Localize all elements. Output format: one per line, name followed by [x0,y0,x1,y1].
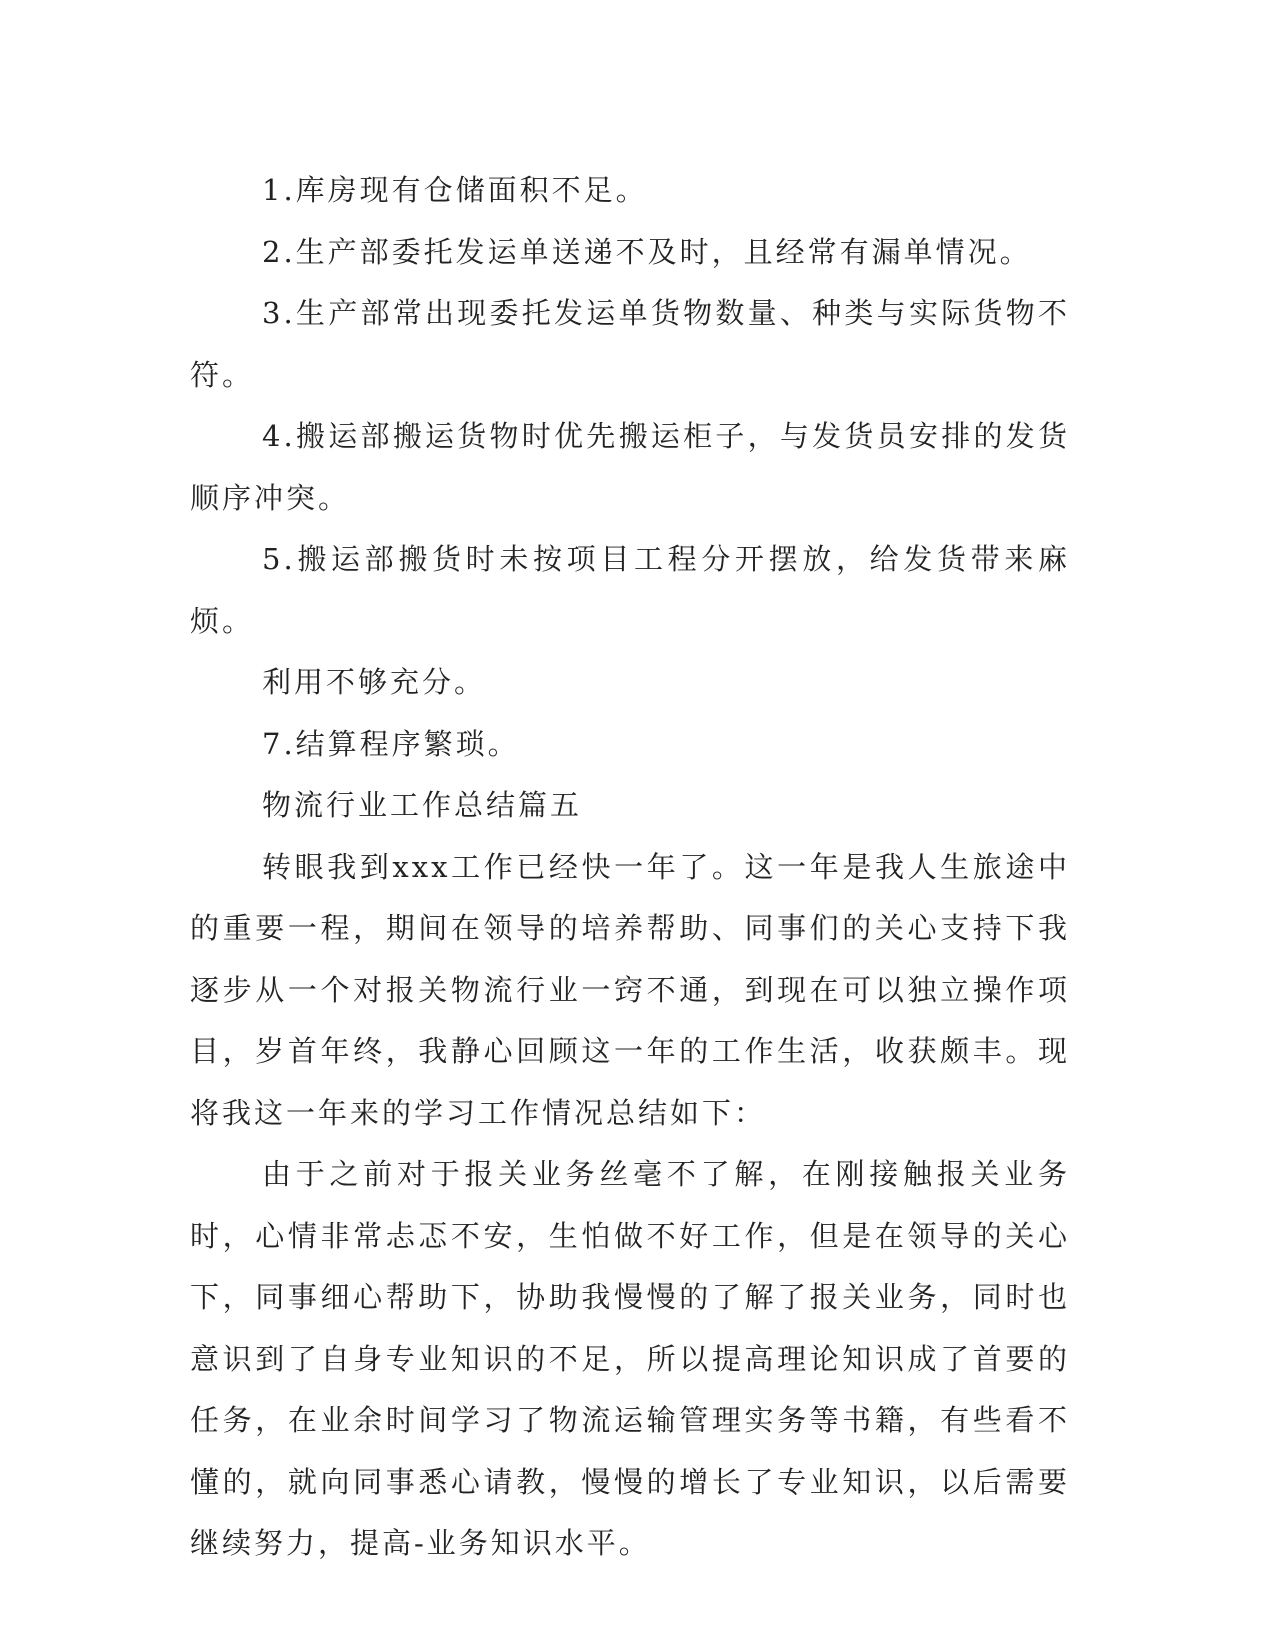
paragraph-item-2: 2.生产部委托发运单送递不及时，且经常有漏单情况。 [262,234,1032,269]
paragraph-item-1: 1.库房现有仓储面积不足。 [262,173,648,207]
paragraph-item-5: 5.搬运部搬货时未按项目工程分开摆放，给发货带来麻烦。 [190,542,1070,638]
paragraph-item-7: 7.结算程序繁琐。 [262,726,520,761]
paragraph-item-4: 4.搬运部搬运货物时优先搬运柜子，与发货员安排的发货顺序冲突。 [190,419,1070,515]
paragraph-intro: 转眼我到xxx工作已经快一年了。这一年是我人生旅途中的重要一程，期间在领导的培养帮助、同事们的关心支持下我逐步从一个对报关物流行业一窍不通，到现在可以独立操作项目，岁首年终，我静心回顾这一年的工作生活，收获颇丰。现将我这一年来的学习工作情况总结如下： [190,849,1070,1130]
paragraph-item-3: 3.生产部常出现委托发运单货物数量、种类与实际货物不符。 [190,296,1070,392]
paragraph-body: 由于之前对于报关业务丝毫不了解，在刚接触报关业务时，心情非常忐忑不安，生怕做不好工作，但是在领导的关心下，同事细心帮助下，协助我慢慢的了解了报关业务，同时也意识到了自身专业知识的不足，所以提高理论知识成了首要的任务，在业余时间学习了物流运输管理实务等书籍，有些看不懂的，就向同事悉心请教，慢慢的增长了专业知识，以后需要继续努力，提高-业务知识水平。 [190,1157,1070,1560]
document-body [190,160,1070,1575]
section-heading: 物流行业工作总结篇五 [262,788,583,822]
paragraph-item-6: 利用不够充分。 [262,665,487,699]
